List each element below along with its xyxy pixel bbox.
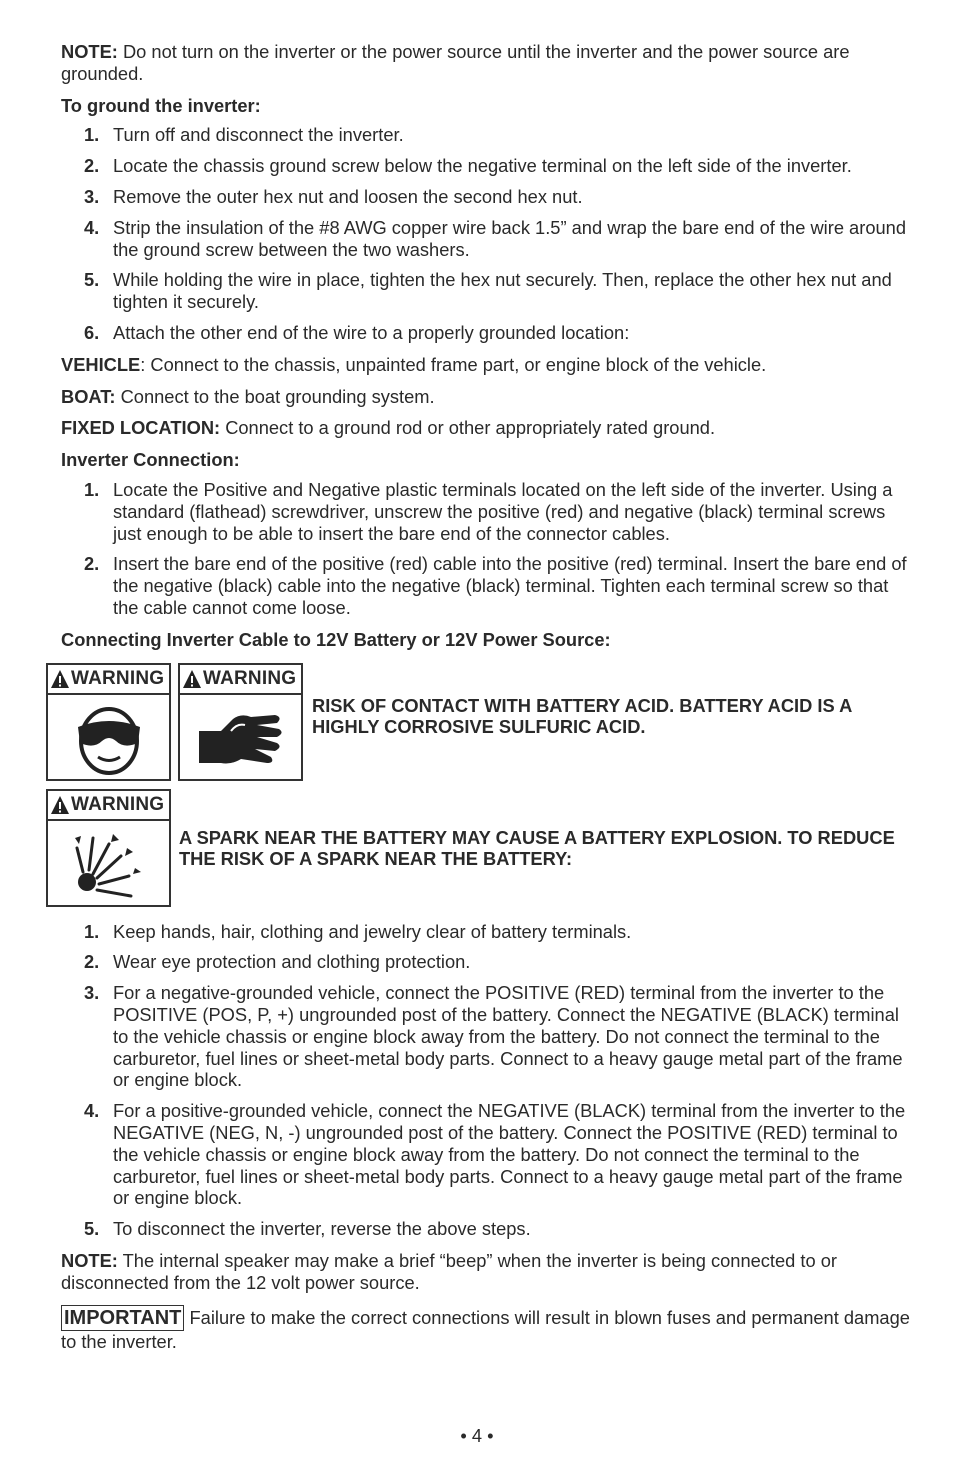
battery-heading: Connecting Inverter Cable to 12V Battery or 12V Power Source: bbox=[61, 628, 611, 650]
warning-section bbox=[46, 663, 913, 911]
step-number: 1. bbox=[84, 478, 100, 500]
step-text: To disconnect the inverter, reverse the above steps. bbox=[113, 1218, 531, 1240]
step-text: Keep hands, hair, clothing and jewelry clear of battery terminals. bbox=[113, 920, 632, 942]
list-item bbox=[61, 322, 913, 344]
list-item bbox=[61, 951, 913, 973]
step-text: For a negative-grounded vehicle, connect the POSITIVE (RED) terminal from the inverter to the POSITIVE (POS, P, +) ungrounded post of the battery. Connect the NEGATIVE (BLACK) terminal to the vehicle chassis or engine block away from the battery. Do not connect the terminal to the carburetor, fuel lines or sheet-metal body parts. Connect to a heavy gauge metal part of the frame or engine block. bbox=[113, 982, 903, 1091]
warning-label: WARNING bbox=[71, 667, 165, 689]
warning-header bbox=[48, 665, 169, 695]
fixed-text: Connect to a ground rod or other appropriately rated ground. bbox=[220, 417, 716, 439]
end-note-label: NOTE: bbox=[61, 1249, 118, 1271]
end-note bbox=[61, 1250, 913, 1294]
step-number: 1. bbox=[84, 124, 100, 146]
important-text: Failure to make the correct connections will result in blown fuses and permanent damage to the inverter. bbox=[61, 1307, 910, 1353]
list-item bbox=[61, 553, 913, 618]
vehicle-text: : Connect to the chassis, unpainted frame part, or engine block of the vehicle. bbox=[140, 353, 767, 375]
warning-label: WARNING bbox=[71, 793, 165, 815]
list-item bbox=[61, 982, 913, 1091]
step-text: Strip the insulation of the #8 AWG copper wire back 1.5” and wrap the bare end of the wire around the ground screw between the two washers. bbox=[113, 216, 906, 260]
warning-glove-box bbox=[178, 663, 303, 781]
list-item bbox=[61, 124, 913, 146]
list-item bbox=[61, 1218, 913, 1240]
end-note-text: The internal speaker may make a brief “beep” when the inverter is being connected to or disconnected from the 12 volt power source. bbox=[61, 1249, 837, 1293]
step-number: 2. bbox=[84, 553, 100, 575]
step-number: 5. bbox=[84, 1218, 100, 1240]
manual-page bbox=[61, 41, 913, 1363]
warning-goggles-box bbox=[46, 663, 171, 781]
step-number: 4. bbox=[84, 1100, 100, 1122]
step-number: 4. bbox=[84, 216, 100, 238]
intro-note bbox=[61, 41, 913, 85]
list-item bbox=[61, 217, 913, 261]
page-number: • 4 • bbox=[460, 1425, 494, 1446]
list-item bbox=[61, 155, 913, 177]
acid-warning-text: RISK OF CONTACT WITH BATTERY ACID. BATTERY ACID IS A HIGHLY CORROSIVE SULFURIC ACID. bbox=[312, 694, 852, 738]
step-text: Locate the chassis ground screw below the negative terminal on the left side of the inverter. bbox=[113, 155, 852, 177]
step-text: For a positive-grounded vehicle, connect the NEGATIVE (BLACK) terminal from the inverter to the NEGATIVE (NEG, N, -) ungrounded post of the battery. Connect the POSITIVE (RED) terminal to the vehicle chassis or engine block away from the battery. Do not connect the terminal to the carburetor, fuel lines or sheet-metal body parts. Connect to a heavy gauge metal part of the frame or engine block. bbox=[113, 1100, 906, 1209]
location-fixed bbox=[61, 417, 913, 439]
glove-icon bbox=[180, 695, 301, 781]
warning-header bbox=[180, 665, 301, 695]
explosion-icon bbox=[48, 821, 169, 907]
step-text: While holding the wire in place, tighten the hex nut securely. Then, replace the other hex nut and tighten it securely. bbox=[113, 269, 892, 313]
list-item bbox=[61, 269, 913, 313]
list-item bbox=[61, 1100, 913, 1209]
warning-label: WARNING bbox=[203, 667, 297, 689]
step-text: Attach the other end of the wire to a properly grounded location: bbox=[113, 321, 630, 343]
inverter-heading: Inverter Connection: bbox=[61, 449, 240, 471]
location-boat bbox=[61, 386, 913, 408]
ground-heading: To ground the inverter: bbox=[61, 94, 261, 116]
boat-text: Connect to the boat grounding system. bbox=[115, 385, 435, 407]
boat-label: BOAT: bbox=[61, 385, 116, 407]
important-note bbox=[61, 1305, 913, 1353]
step-number: 2. bbox=[84, 951, 100, 973]
goggles-icon bbox=[48, 695, 169, 781]
step-number: 6. bbox=[84, 321, 100, 343]
step-text: Insert the bare end of the positive (red) cable into the positive (red) terminal. Insert the bare end of the negative (black) cable into the negative (black) terminal. Tighten each terminal screw so that the cable cannot come loose. bbox=[113, 553, 907, 618]
ground-steps-list bbox=[61, 124, 913, 343]
warning-header bbox=[48, 791, 169, 821]
step-text: Locate the Positive and Negative plastic terminals located on the left side of the inverter. Using a standard (flathead) screwdriver, unscrew the positive (red) and negative (black) terminal screws just enough to be able to insert the bare end of the connector cables. bbox=[113, 478, 893, 544]
list-item bbox=[61, 921, 913, 943]
vehicle-label: VEHICLE bbox=[61, 353, 141, 375]
warning-triangle-icon bbox=[50, 795, 70, 815]
location-vehicle bbox=[61, 354, 913, 376]
step-number: 2. bbox=[84, 155, 100, 177]
step-text: Wear eye protection and clothing protection. bbox=[113, 951, 471, 973]
important-tag: IMPORTANT bbox=[61, 1305, 184, 1331]
list-item bbox=[61, 479, 913, 544]
list-item bbox=[61, 186, 913, 208]
step-number: 3. bbox=[84, 982, 100, 1004]
step-text: Turn off and disconnect the inverter. bbox=[113, 124, 404, 146]
step-number: 3. bbox=[84, 185, 100, 207]
intro-note-label: NOTE: bbox=[61, 41, 118, 62]
step-number: 5. bbox=[84, 269, 100, 291]
fixed-label: FIXED LOCATION: bbox=[61, 417, 221, 439]
warning-explosion-box bbox=[46, 789, 171, 907]
battery-steps-list bbox=[61, 921, 913, 1240]
inverter-steps-list bbox=[61, 479, 913, 619]
intro-note-text: Do not turn on the inverter or the power source until the inverter and the power source are grounded. bbox=[61, 41, 850, 84]
warning-triangle-icon bbox=[182, 669, 202, 689]
step-number: 1. bbox=[84, 920, 100, 942]
warning-triangle-icon bbox=[50, 669, 70, 689]
step-text: Remove the outer hex nut and loosen the second hex nut. bbox=[113, 185, 583, 207]
spark-warning-text: A SPARK NEAR THE BATTERY MAY CAUSE A BATTERY EXPLOSION. TO REDUCE THE RISK OF A SPARK NEAR THE BATTERY: bbox=[179, 826, 895, 870]
